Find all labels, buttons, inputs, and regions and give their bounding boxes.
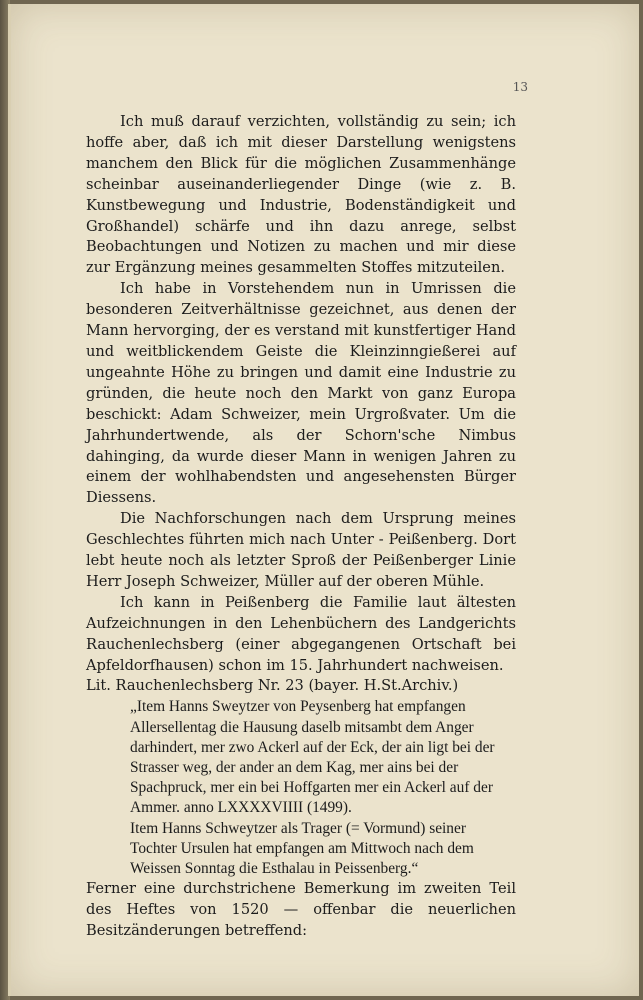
paragraph-1: Ich muß darauf verzichten, vollständig zu sein; ich hoffe aber, daß ich mit dieser Darstellung wenigstens manchem den Blick für die möglichen Zusammenhänge scheinbar auseinanderliegender Dinge (wie z. B. Kunstbewegung und Industrie, Bodenständigkeit und Großhandel) schärfe und ihn dazu anrege, selbst Beobachtungen und Notizen zu machen und mir diese zur Ergänzung meines gesammelten Stoffes mitzuteilen. [86,113,516,277]
archival-quote [130,697,516,879]
quote-entry-2: Item Hanns Schweytzer als Trager (= Vormund) seiner Tochter Ursulen hat empfangen am Mittwoch nach dem Weissen Sonntag die Esthalau in Peissenberg.“ [130,819,474,877]
closing-paragraph: Ferner eine durchstrichene Bemerkung im zweiten Teil des Heftes von 1520 — offenbar die neuerlichen Besitzänderungen betreffend: [86,880,516,940]
paragraph-2: Ich habe in Vorstehendem nun in Umrissen die besonderen Zeitverhältnisse gezeichnet, aus denen der Mann hervorging, der es verstand mit kunstfertiger Hand und weitblickendem Geiste die Kleinzinngießerei auf ungeahnte Höhe zu bringen und damit eine Industrie zu gründen, die heute noch den Markt von ganz Europa beschickt: Adam Schweizer, mein Urgroßvater. Um die Jahrhundertwende, als der Schorn'sche Nimbus dahinging, da wurde dieser Mann in wenigen Jahren zu einem der wohlhabendsten und angesehensten Bürger Diessens. [86,280,516,507]
citation-line: Lit. Rauchenlechsberg Nr. 23 (bayer. H.St.Archiv.) [86,677,459,695]
page-number: 13 [512,80,528,94]
paragraph-4: Ich kann in Peißenberg die Familie laut ältesten Aufzeichnungen in den Lehenbüchern des Landgerichts Rauchenlechsberg (einer abgegangenen Ortschaft bei Apfeldorfhausen) schon im 15. Jahrhundert nachweisen. [86,593,516,674]
paragraph-3: Die Nachforschungen nach dem Ursprung meines Geschlechtes führten mich nach Unter - Peißenberg. Dort lebt heute noch als letzter Sproß der Peißenberger Linie Herr Joseph Schweizer, Müller auf der oberen Mühle. [86,510,516,590]
page-body [86,112,516,942]
quote-entry-1: „Item Hanns Sweytzer von Peysenberg hat empfangen Allersellentag die Hausung daselb mitsambt dem Anger darhindert, mer zwo Ackerl auf der Eck, der ain ligt bei der Strasser weg, der ander an dem Kag, mer ains bei der Spachpruck, mer ein bei Hoffgarten mer ein Ackerl auf der Ammer. anno LXXXXVIIII (1499). [130,698,495,817]
